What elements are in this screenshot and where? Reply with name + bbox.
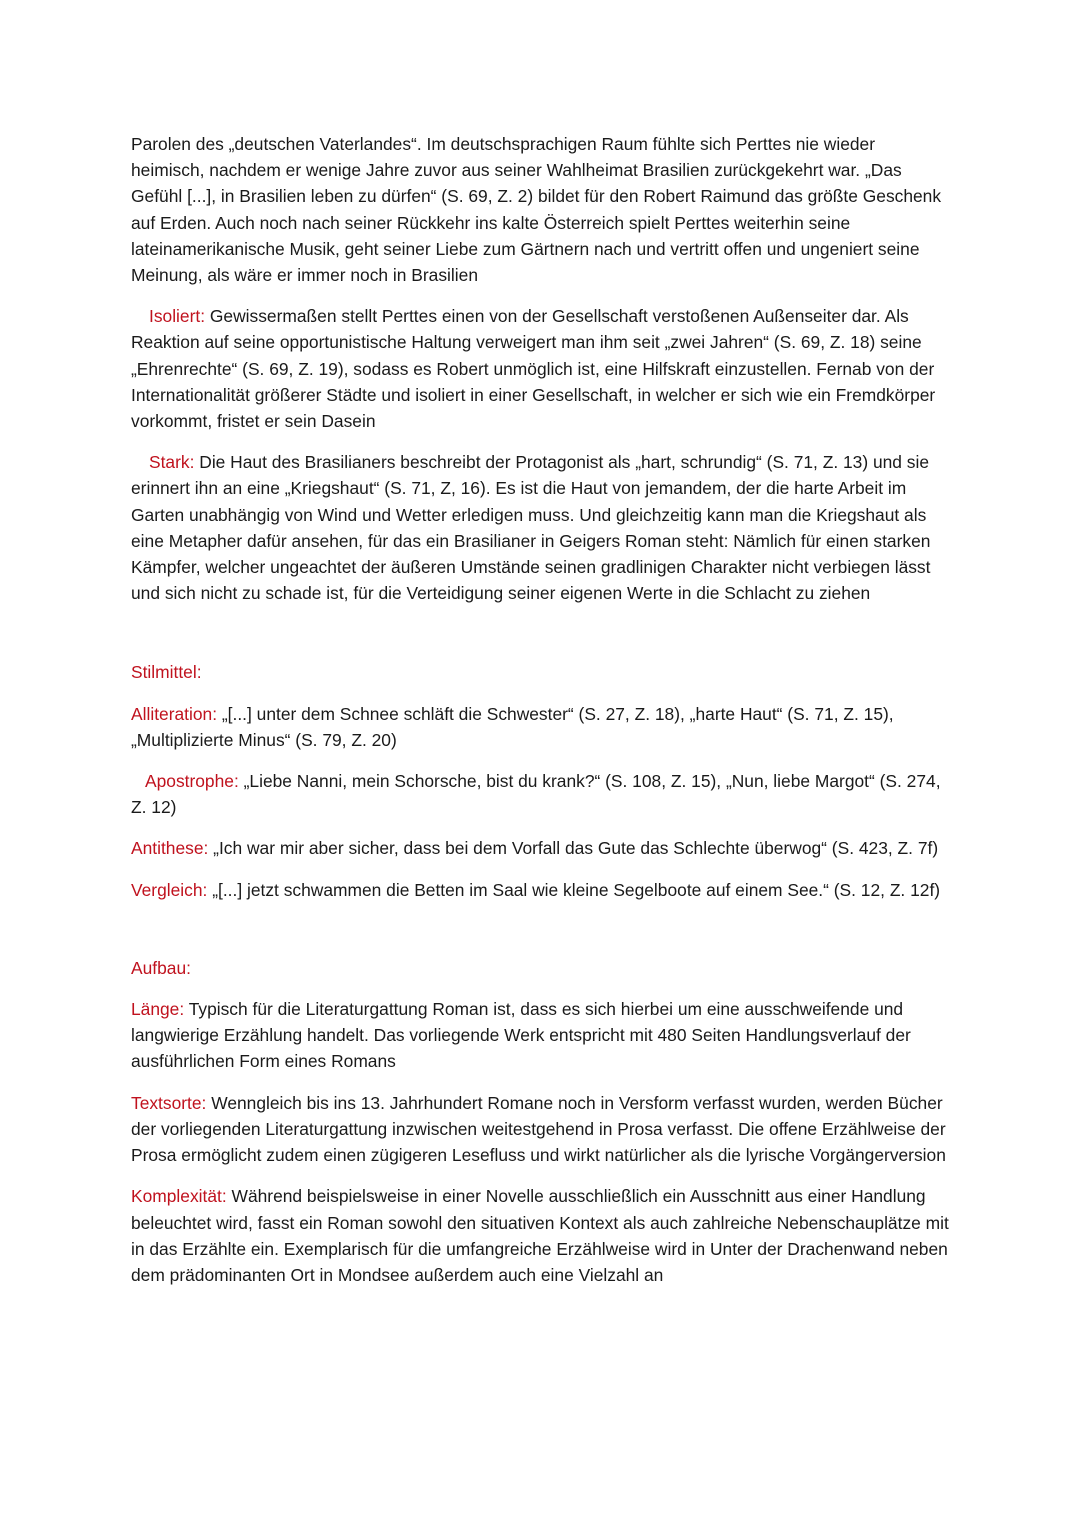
alliteration-label: Alliteration: [131, 703, 218, 724]
apostrophe-label: Apostrophe: [145, 771, 239, 792]
vergleich-text: „[...] jetzt schwammen die Betten im Saal wie kleine Segelboote auf einem See.“ (S. 12, Z. 12f) [207, 879, 941, 900]
document-page [131, 131, 953, 1303]
alliteration-text: „[...] unter dem Schnee schläft die Schwester“ (S. 27, Z. 18), „harte Haut“ (S. 71, Z. 15), „Multiplizierte Minus“ (S. 79, Z. 20) [131, 703, 894, 750]
stark-paragraph [131, 449, 953, 606]
laenge-paragraph [131, 996, 953, 1075]
section-spacer [131, 621, 953, 659]
vergleich-paragraph [131, 877, 953, 903]
section-spacer [131, 918, 953, 955]
textsorte-paragraph [131, 1090, 953, 1169]
antithese-label: Antithese: [131, 838, 209, 859]
alliteration-paragraph [131, 701, 953, 753]
isoliert-text: Gewissermaßen stellt Perttes einen von der Gesellschaft verstoßenen Außenseiter dar. Als Reaktion auf seine opportunistische Haltung verweigert man ihm seit „zwei Jahren“ (S. 69, Z. 18) seine „Ehrenrechte“ (S. 69, Z. 19), sodass es Robert unmöglich ist, eine Hilfskraft einzustellen. Fernab von der Internationalität größerer Städte und isoliert in einer Gesellschaft, in welcher er sich wie ein Fremdkörper vorkommt, fristet er sein Dasein [131, 306, 936, 432]
stark-label: Stark: [149, 452, 195, 473]
antithese-text: „Ich war mir aber sicher, dass bei dem Vorfall das Gute das Schlechte überwog“ (S. 423, Z. 7f) [208, 838, 939, 859]
textsorte-label: Textsorte: [131, 1092, 207, 1113]
aufbau-heading: Aufbau: [131, 957, 191, 978]
vergleich-label: Vergleich: [131, 879, 208, 900]
apostrophe-text: „Liebe Nanni, mein Schorsche, bist du krank?“ (S. 108, Z. 15), „Nun, liebe Margot“ (S. 274, Z. 12) [131, 771, 941, 818]
intro-paragraph: Parolen des „deutschen Vaterlandes“. Im deutschsprachigen Raum fühlte sich Perttes nie wieder heimisch, nachdem er wenige Jahre zuvor aus seiner Wahlheimat Brasilien zurückgekehrt war. „Das Gefühl [...], in Brasilien leben zu dürfen“ (S. 69, Z. 2) bildet für den Robert Raimund das größte Geschenk auf Erden. Auch noch nach seiner Rückkehr ins kalte Österreich spielt Perttes weiterhin seine lateinamerikanische Musik, geht seiner Liebe zum Gärtnern nach und vertritt offen und ungeniert seine Meinung, als wäre er immer noch in Brasilien [131, 134, 942, 286]
isoliert-label: Isoliert: [149, 306, 206, 327]
laenge-text: Typisch für die Literaturgattung Roman ist, dass es sich hierbei um eine ausschweifende und langwierige Erzählung handelt. Das vorliegende Werk entspricht mit 480 Seiten Handlungsverlauf der ausführlichen Form eines Romans [131, 999, 911, 1072]
stark-text: Die Haut des Brasilianers beschreibt der Protagonist als „hart, schrundig“ (S. 71, Z. 13) und sie erinnert ihn an eine „Kriegshaut“ (S. 71, Z, 16). Es ist die Haut von jemandem, der die harte Arbeit im Garten unabhängig von Wind und Wetter erledigen muss. Und gleichzeitig kann man die Kriegshaut als eine Metapher dafür ansehen, für das ein Brasilianer in Geigers Roman steht: Nämlich für einen starken Kämpfer, welcher ungeachtet der äußeren Umstände seinen gradlinigen Charakter nicht verbiegen lässt und sich nicht zu schade ist, für die Verteidigung seiner eigenen Werte in die Schlacht zu ziehen [131, 452, 931, 604]
apostrophe-paragraph [131, 768, 953, 820]
komplexitaet-text: Während beispielsweise in einer Novelle ausschließlich ein Ausschnitt aus einer Handlung beleuchtet wird, fasst ein Roman sowohl den situativen Kontext als auch zahlreiche Nebenschauplätze mit in das Erzählte ein. Exemplarisch für die umfangreiche Erzählweise wird in Unter der Drachenwand neben dem prädominanten Ort in Mondsee außerdem auch eine Vielzahl an [131, 1186, 949, 1285]
antithese-paragraph [131, 835, 953, 861]
isoliert-paragraph [131, 303, 953, 434]
textsorte-text: Wenngleich bis ins 13. Jahrhundert Romane noch in Versform verfasst wurden, werden Bücher der vorliegenden Literaturgattung inzwischen weitestgehend in Prosa verfasst. Die offene Erzählweise der Prosa ermöglicht zudem einen zügigeren Lesefluss und wirkt natürlicher als die lyrische Vorgängerversion [131, 1092, 946, 1166]
komplexitaet-paragraph [131, 1183, 953, 1288]
stilmittel-heading: Stilmittel: [131, 662, 202, 683]
laenge-label: Länge: [131, 999, 185, 1020]
komplexitaet-label: Komplexität: [131, 1186, 227, 1207]
